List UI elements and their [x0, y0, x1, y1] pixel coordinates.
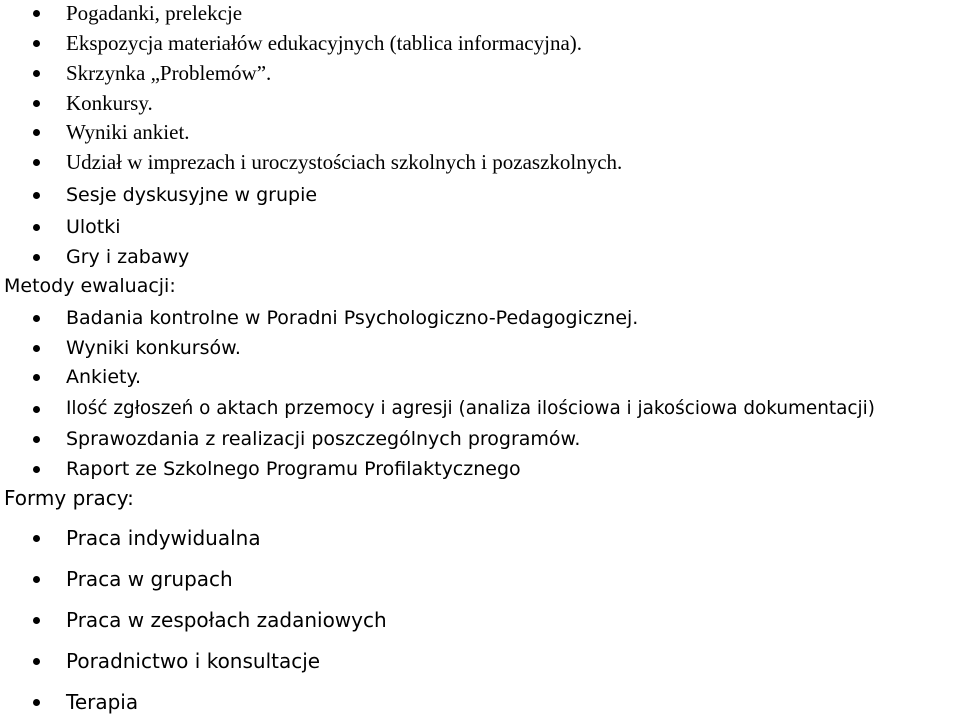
- bullet-icon: [33, 254, 40, 261]
- list-item-text: Ilość zgłoszeń o aktach przemocy i agresji (analiza ilościowa i jakościowa dokumentacji): [66, 398, 875, 419]
- list-item-text: Ankiety.: [66, 366, 142, 388]
- list-item-text: Raport ze Szkolnego Programu Profilaktycznego: [66, 458, 521, 480]
- bullet-icon: [33, 315, 40, 322]
- bullet-icon: [33, 192, 40, 199]
- section-heading-text: Formy pracy:: [4, 486, 134, 510]
- bullet-icon: [33, 576, 40, 583]
- list-item-text: Gry i zabawy: [66, 246, 190, 268]
- list-item-text: Udział w imprezach i uroczystościach szkolnych i pozaszkolnych.: [66, 150, 623, 174]
- bullet-icon: [33, 100, 40, 107]
- list-item-text: Badania kontrolne w Poradni Psychologiczno-Pedagogicznej.: [66, 307, 639, 329]
- bullet-icon: [33, 159, 40, 166]
- list-item-text: Ulotki: [66, 216, 121, 238]
- bullet-icon: [33, 10, 40, 17]
- section-heading-text: Metody ewaluacji:: [4, 275, 176, 297]
- bullet-icon: [33, 466, 40, 473]
- list-item-text: Poradnictwo i konsultacje: [66, 649, 321, 673]
- list-item-text: Wyniki ankiet.: [66, 120, 190, 144]
- list-item-text: Sprawozdania z realizacji poszczególnych programów.: [66, 428, 581, 450]
- list-item-text: Konkursy.: [66, 91, 153, 115]
- bullet-icon: [33, 658, 40, 665]
- bullet-icon: [33, 436, 40, 443]
- bullet-icon: [33, 70, 40, 77]
- bullet-icon: [33, 40, 40, 47]
- list-item-text: Terapia: [66, 690, 139, 714]
- bullet-icon: [33, 535, 40, 542]
- bullet-icon: [33, 129, 40, 136]
- list-item-text: Pogadanki, prelekcje: [66, 1, 243, 25]
- bullet-icon: [33, 406, 40, 413]
- bullet-icon: [33, 345, 40, 352]
- list-item-text: Skrzynka „Problemów”.: [66, 61, 272, 85]
- list-item-text: Praca indywidualna: [66, 526, 261, 550]
- list-item-text: Ekspozycja materiałów edukacyjnych (tablica informacyjna).: [66, 31, 583, 55]
- list-item-text: Praca w grupach: [66, 567, 233, 591]
- bullet-icon: [33, 374, 40, 381]
- bullet-icon: [33, 699, 40, 706]
- bullet-icon: [33, 617, 40, 624]
- list-item-text: Praca w zespołach zadaniowych: [66, 608, 387, 632]
- list-item-text: Wyniki konkursów.: [66, 337, 241, 359]
- list-item-text: Sesje dyskusyjne w grupie: [66, 184, 318, 206]
- bullet-icon: [33, 224, 40, 231]
